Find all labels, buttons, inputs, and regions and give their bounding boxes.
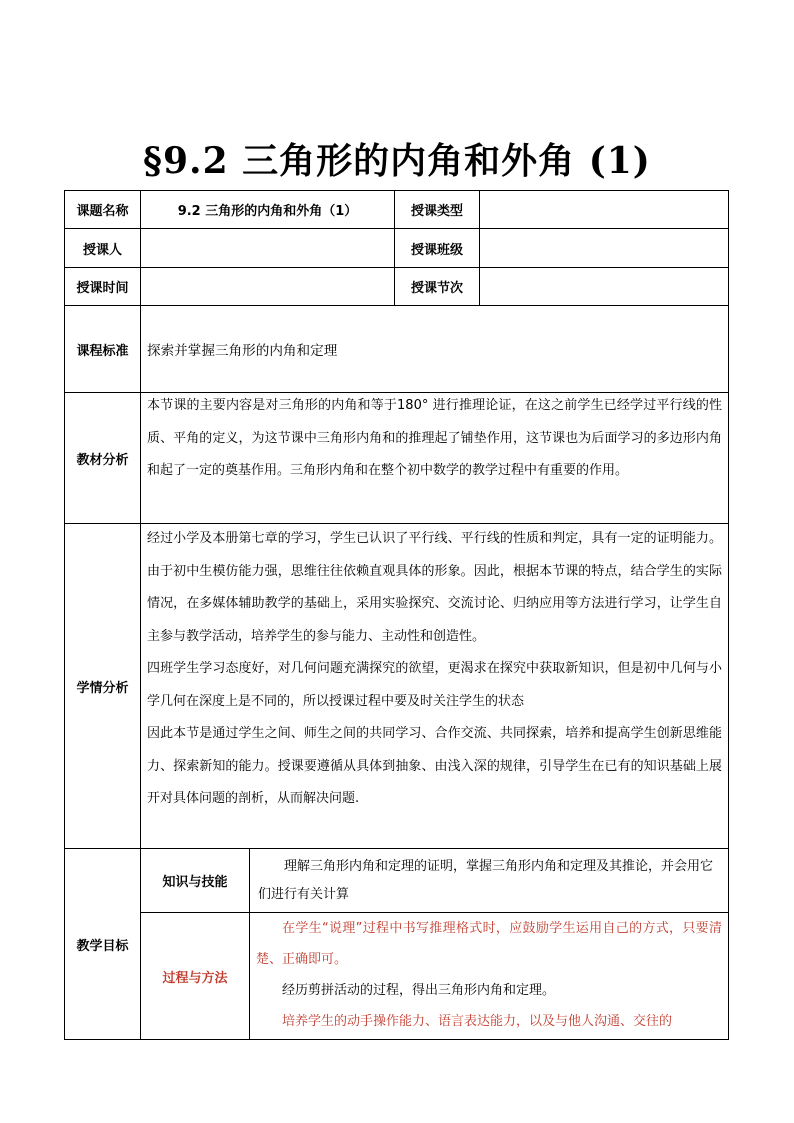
- material-text: [141, 393, 729, 524]
- row-topic: [65, 191, 729, 229]
- class-value: [480, 229, 729, 268]
- document-title: §9.2 三角形的内角和外角 (1): [143, 140, 651, 182]
- learner-paragraph-1: 经过小学及本册第七章的学习，学生已认识了平行线、平行线的性质和判定，具有一定的证明能力。由于初中生模仿能力强，思维往往依赖直观具体的形象。因此，根据本节课的特点，结合学生的实际情况，在多媒体辅助教学的基础上，采用实验探究、交流讨论、归纳应用等方法进行学习，让学生自主参与教学活动，培养学生的参与能力、主动性和创造性。: [147, 531, 723, 644]
- type-label: 授课类型: [395, 191, 480, 229]
- row-teacher: [65, 229, 729, 268]
- row-standard: [65, 306, 729, 393]
- process-text: [250, 913, 729, 1040]
- learner-text: [141, 524, 729, 849]
- topic-label: 课题名称: [65, 191, 141, 229]
- standard-value: 探索并掌握三角形的内角和定理: [141, 306, 729, 393]
- knowledge-paragraph: 理解三角形内角和定理的证明，掌握三角形内角和定理及其推论，并会用它们进行有关计算: [258, 859, 714, 902]
- process-paragraph-1: 在学生“说理”过程中书写推理格式时，应鼓励学生运用自己的方式，只要清楚、正确即可。: [256, 921, 723, 967]
- time-value: [141, 268, 395, 306]
- knowledge-text: [250, 849, 729, 913]
- type-value: [480, 191, 729, 229]
- learner-paragraph-2: 四班学生学习态度好，对几何问题充满探究的欲望，更渴求在探究中获取新知识，但是初中几何与小学几何在深度上是不同的，所以授课过程中要及时关注学生的状态: [147, 661, 723, 709]
- process-paragraph-3: 培养学生的动手操作能力、语言表达能力，以及与他人沟通、交往的: [282, 1014, 673, 1029]
- goals-label: 教学目标: [65, 849, 141, 1040]
- teacher-label: 授课人: [65, 229, 141, 268]
- lesson-plan-table: [64, 190, 729, 1040]
- row-learner: [65, 524, 729, 849]
- row-time: [65, 268, 729, 306]
- class-label: 授课班级: [395, 229, 480, 268]
- topic-value: 9.2 三角形的内角和外角（1）: [141, 191, 395, 229]
- learner-paragraph-3: 因此本节是通过学生之间、师生之间的共同学习、合作交流、共同探索，培养和提高学生创新思维能力、探索新知的能力。授课要遵循从具体到抽象、由浅入深的规律，引导学生在已有的知识基础上展开对具体问题的剖析，从而解决问题.: [147, 726, 723, 806]
- process-paragraph-2: 经历剪拼活动的过程，得出三角形内角和定理。: [282, 983, 556, 998]
- material-label: 教材分析: [65, 393, 141, 524]
- time-label: 授课时间: [65, 268, 141, 306]
- material-paragraph: 本节课的主要内容是对三角形的内角和等于180° 进行推理论证，在这之前学生已经学过平行线的性质、平角的定义，为这节课中三角形内角和的推理起了铺垫作用，这节课也为后面学习的多边形内角和起了一定的奠基作用。三角形内角和在整个初中数学的教学过程中有重要的作用。: [147, 398, 723, 478]
- period-label: 授课节次: [395, 268, 480, 306]
- learner-label: 学情分析: [65, 524, 141, 849]
- row-material: [65, 393, 729, 524]
- row-knowledge: [65, 849, 729, 913]
- process-label: 过程与方法: [141, 913, 250, 1040]
- row-process: [65, 913, 729, 1040]
- teacher-value: [141, 229, 395, 268]
- standard-label: 课程标准: [65, 306, 141, 393]
- knowledge-label: 知识与技能: [141, 849, 250, 913]
- period-value: [480, 268, 729, 306]
